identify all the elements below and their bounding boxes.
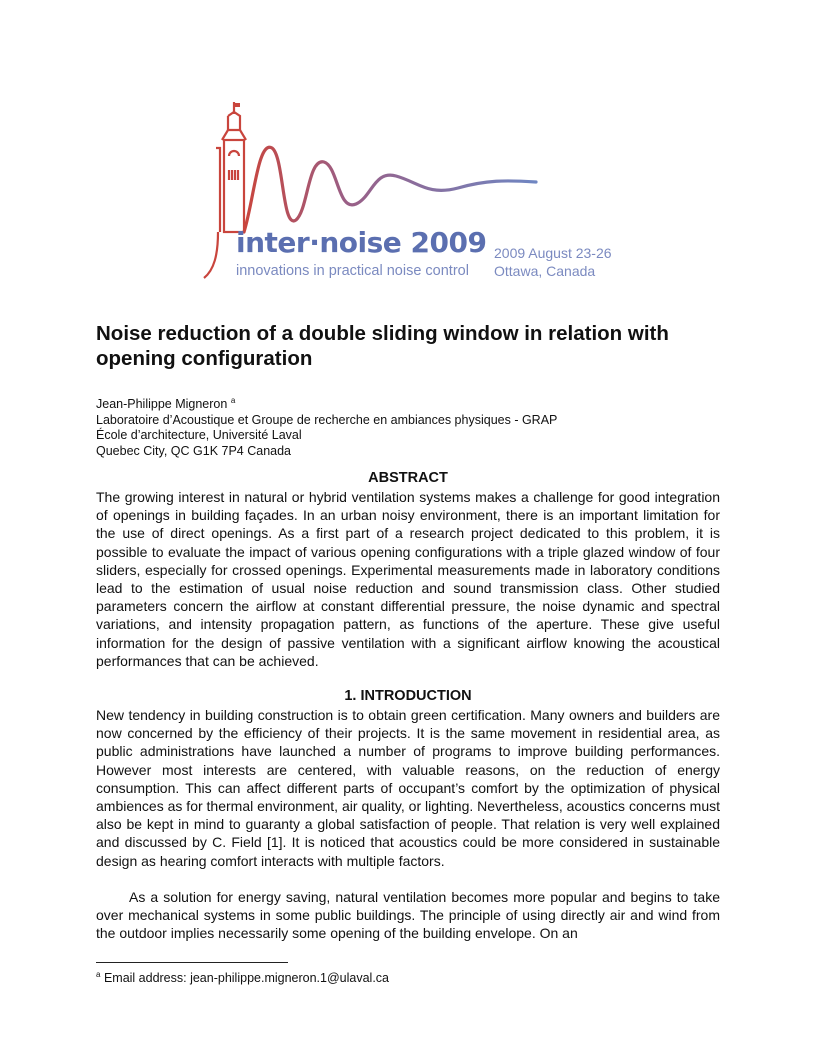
author-footnote-marker: a [230, 396, 236, 405]
introduction-heading: 1. INTRODUCTION [344, 688, 472, 704]
introduction-paragraph: New tendency in building construction is to obtain green certification. Many owners and builders are now concerned by the efficiency of their projects. It is the same movement in residential area, as public administrations have launched a number of programs to improve building performances. However most interests are centered, with valuable reasons, on the reduction of energy consumption. This can affect different parts of occupant’s comfort by the optimization of physical ambiences as for thermal environment, air quality, or lighting. Nevertheless, acoustics concerns must also be kept in mind to guaranty a global satisfaction of people. That relation is very well explained and discussed by C. Field [1]. It is noticed that acoustics could be more considered in sustainable design as hearing comfort interacts with multiple factors. [96, 707, 720, 869]
author-address: Quebec City, QC G1K 7P4 Canada [96, 443, 292, 458]
author-line [96, 393, 557, 413]
abstract-heading: ABSTRACT [368, 470, 448, 486]
paper-title: Noise reduction of a double sliding window in relation with opening configuration [96, 322, 669, 370]
conference-location: Ottawa, Canada [494, 263, 596, 279]
sound-wave-icon [244, 147, 536, 232]
author-block [96, 393, 557, 459]
abstract-text: The growing interest in natural or hybrid ventilation systems makes a challenge for good integration of openings in building façades. In an urban noisy environment, there is an important limitation for the use of direct openings. As a first part of a research project dedicated to this problem, it is possible to evaluate the impact of various opening configurations with a triple glazed window of four sliders, especially for crossed openings. Experimental measurements made in laboratory conditions lead to the estimation of usual noise reduction and sound transmission class. Other studied parameters concern the airflow at constant differential pressure, the noise dynamic and spectral variations, and intensity propagation pattern, as functions of the aperture. These give useful information for the design of passive ventilation with a significant airflow knowing the acoustical performances that can be achieved. [96, 489, 720, 669]
footnote-divider [96, 962, 288, 963]
introduction-paragraph: As a solution for energy saving, natural ventilation becomes more popular and begins to take over mechanical systems in some public buildings. The principle of using directly air and wind from the outdoor implies necessarily some opening of the building envelope. On an [96, 889, 720, 942]
author-affiliation-school: École d’architecture, Université Laval [96, 428, 302, 442]
author-name: Jean-Philippe Migneron [96, 397, 228, 411]
logo-tagline: innovations in practical noise control [236, 263, 469, 279]
footnote-text: Email address: jean-philippe.migneron.1@ulaval.ca [103, 971, 390, 985]
footnote [96, 970, 389, 985]
logo-wordmark: inter·noise 2009 [236, 226, 487, 259]
author-affiliation-lab: Laboratoire d’Acoustique et Groupe de recherche en ambiances physiques - GRAP [96, 412, 558, 427]
footnote-marker: a [96, 970, 101, 979]
conference-date: 2009 August 23-26 [494, 245, 612, 261]
